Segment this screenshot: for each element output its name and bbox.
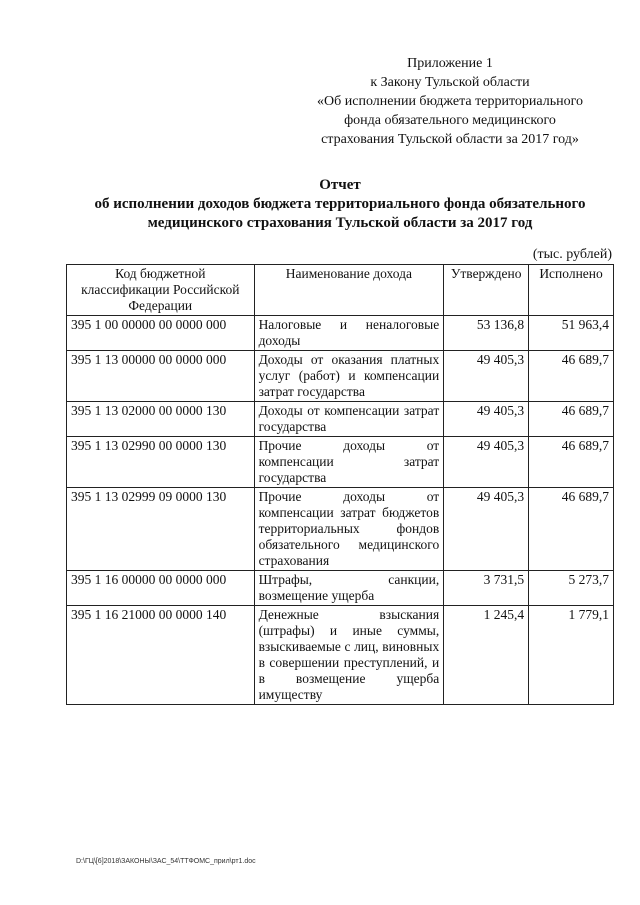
table-row (67, 316, 614, 351)
annex-number: Приложение 1 (407, 56, 493, 71)
units-label: (тыс. рублей) (532, 247, 612, 262)
row-executed: 5 273,7 (529, 571, 614, 606)
row-approved: 1 245,4 (444, 606, 529, 705)
row-approved: 49 405,3 (444, 488, 529, 571)
report-subtitle-2: медицинского страхования Тульской области за 2017 год (147, 215, 533, 231)
header-approved: Утверждено (444, 265, 529, 316)
row-executed: 51 963,4 (529, 316, 614, 351)
row-code: 395 1 13 00000 00 0000 000 (67, 351, 255, 402)
report-title: Отчет (319, 177, 361, 193)
annex-law-ref: к Закону Тульской области (370, 75, 530, 90)
annex-law-title-1: «Об исполнении бюджета территориального (317, 94, 583, 109)
table-row (67, 402, 614, 437)
table-row (67, 606, 614, 705)
header-name: Наименование дохода (254, 265, 444, 316)
row-approved: 49 405,3 (444, 437, 529, 488)
report-subtitle-1: об исполнении доходов бюджета территориального фонда обязательного (94, 196, 586, 212)
row-name: Доходы от оказания платных услуг (работ) и компенсации затрат государства (254, 351, 444, 402)
table-row (67, 351, 614, 402)
row-approved: 49 405,3 (444, 351, 529, 402)
table-row (67, 488, 614, 571)
annex-block (300, 54, 600, 149)
annex-law-title-3: страхования Тульской области за 2017 год» (321, 132, 579, 147)
row-code: 395 1 16 21000 00 0000 140 (67, 606, 255, 705)
row-code: 395 1 00 00000 00 0000 000 (67, 316, 255, 351)
row-name: Доходы от компенсации затрат государства (254, 402, 444, 437)
row-executed: 1 779,1 (529, 606, 614, 705)
row-approved: 3 731,5 (444, 571, 529, 606)
header-executed: Исполнено (529, 265, 614, 316)
row-code: 395 1 13 02000 00 0000 130 (67, 402, 255, 437)
table-row (67, 571, 614, 606)
row-executed: 46 689,7 (529, 437, 614, 488)
row-name: Прочие доходы от компенсации затрат бюджетов территориальных фондов обязательного медицинского страхования (254, 488, 444, 571)
row-name: Налоговые и неналоговые доходы (254, 316, 444, 351)
row-executed: 46 689,7 (529, 351, 614, 402)
row-code: 395 1 13 02990 00 0000 130 (67, 437, 255, 488)
row-code: 395 1 16 00000 00 0000 000 (67, 571, 255, 606)
row-name: Штрафы, санкции, возмещение ущерба (254, 571, 444, 606)
table-header-row (67, 265, 614, 316)
annex-law-title-2: фонда обязательного медицинского (344, 113, 556, 128)
row-name: Денежные взыскания (штрафы) и иные суммы, взыскиваемые с лиц, виновных в совершении преступлений, и в возмещение ущерба имуществу (254, 606, 444, 705)
row-approved: 53 136,8 (444, 316, 529, 351)
row-executed: 46 689,7 (529, 488, 614, 571)
table-row (67, 437, 614, 488)
row-executed: 46 689,7 (529, 402, 614, 437)
report-heading (60, 176, 620, 233)
row-approved: 49 405,3 (444, 402, 529, 437)
income-table (66, 264, 614, 705)
header-code: Код бюджетной классификации Российской Федерации (67, 265, 255, 316)
row-code: 395 1 13 02999 09 0000 130 (67, 488, 255, 571)
file-path-footer: D:\ГЦ\[6]2018\ЗАКОНЫ\ЗАС_54\ТТФОМС_прил\рт1.doc (76, 858, 256, 865)
row-name: Прочие доходы от компенсации затрат государства (254, 437, 444, 488)
